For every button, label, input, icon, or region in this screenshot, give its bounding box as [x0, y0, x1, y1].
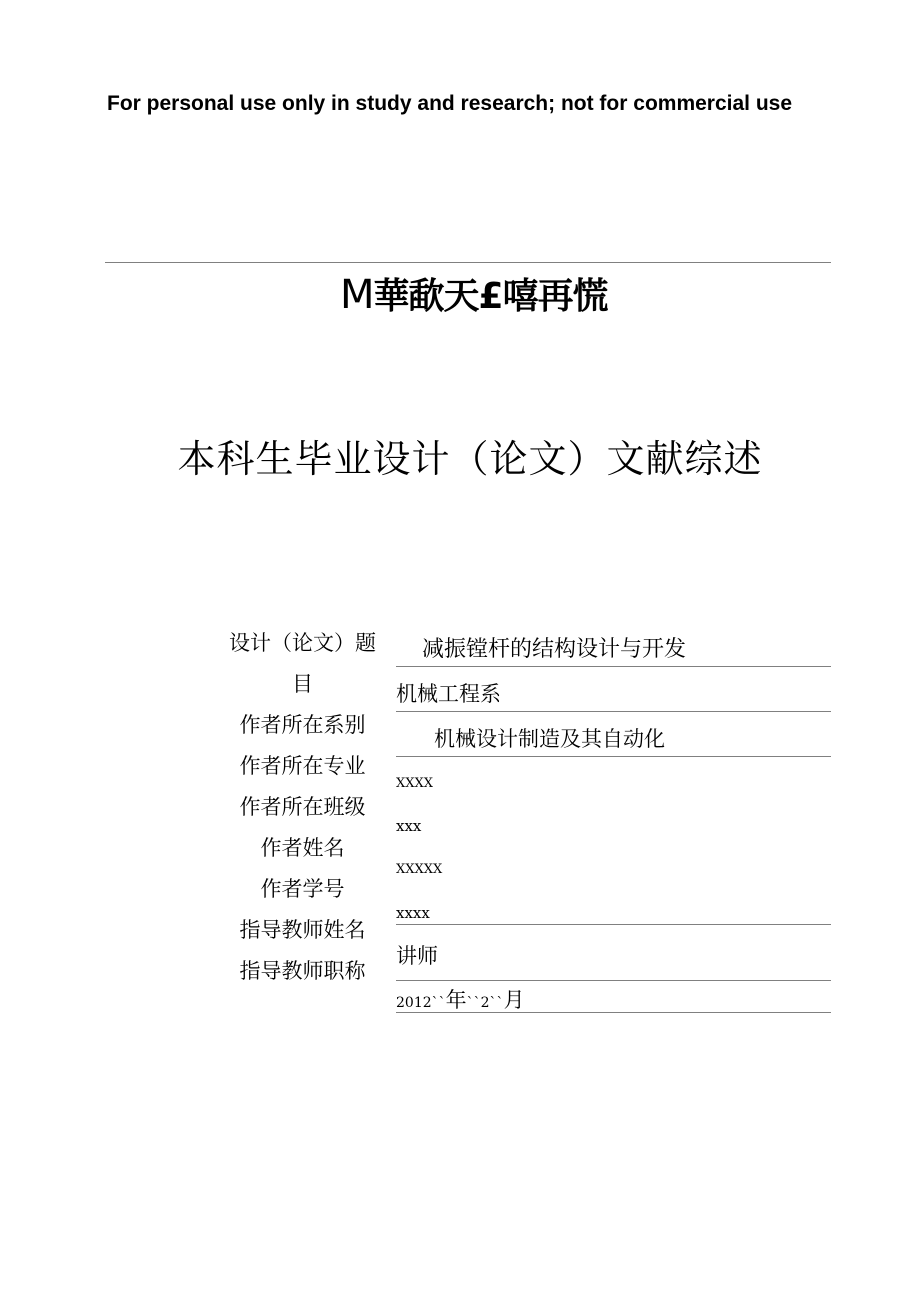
- document-title: 本科生毕业设计（论文）文献综述: [177, 437, 763, 481]
- field-tutor-name: xxxx: [396, 904, 831, 925]
- info-labels: [220, 623, 385, 992]
- label-tutor-name: 指导教师姓名: [239, 918, 366, 942]
- header-divider: [105, 262, 831, 263]
- label-topic: 设计（论文）题: [229, 631, 376, 655]
- label-topic-cont: 目: [292, 672, 313, 696]
- date-year: 2012``: [396, 995, 446, 1011]
- logo-characters: 華歃天£嘻再慌: [373, 276, 608, 317]
- field-department: 机械工程系: [396, 678, 831, 712]
- field-name: xxx: [396, 817, 422, 835]
- field-student-id: XXXXX: [396, 862, 443, 877]
- logo-letter: M: [340, 272, 374, 318]
- university-logo-text: [340, 268, 608, 319]
- field-class: XXXX: [396, 776, 434, 791]
- field-tutor-rank: 讲师: [396, 940, 831, 981]
- date-month: ``2``: [466, 995, 504, 1011]
- label-student-id: 作者学号: [260, 877, 345, 901]
- label-name: 作者姓名: [260, 836, 345, 860]
- date-year-char: 年: [445, 988, 467, 1012]
- field-date: [396, 984, 831, 1013]
- label-class: 作者所在班级: [239, 795, 366, 819]
- label-major: 作者所在专业: [239, 754, 366, 778]
- date-month-char: 月: [503, 988, 525, 1012]
- usage-notice: For personal use only in study and research; not for commercial use: [107, 92, 793, 115]
- label-department: 作者所在系别: [239, 713, 366, 737]
- field-topic: 减振镗杆的结构设计与开发: [396, 632, 831, 667]
- label-tutor-rank: 指导教师职称: [239, 959, 366, 983]
- field-major: 机械设计制造及其自动化: [396, 723, 831, 757]
